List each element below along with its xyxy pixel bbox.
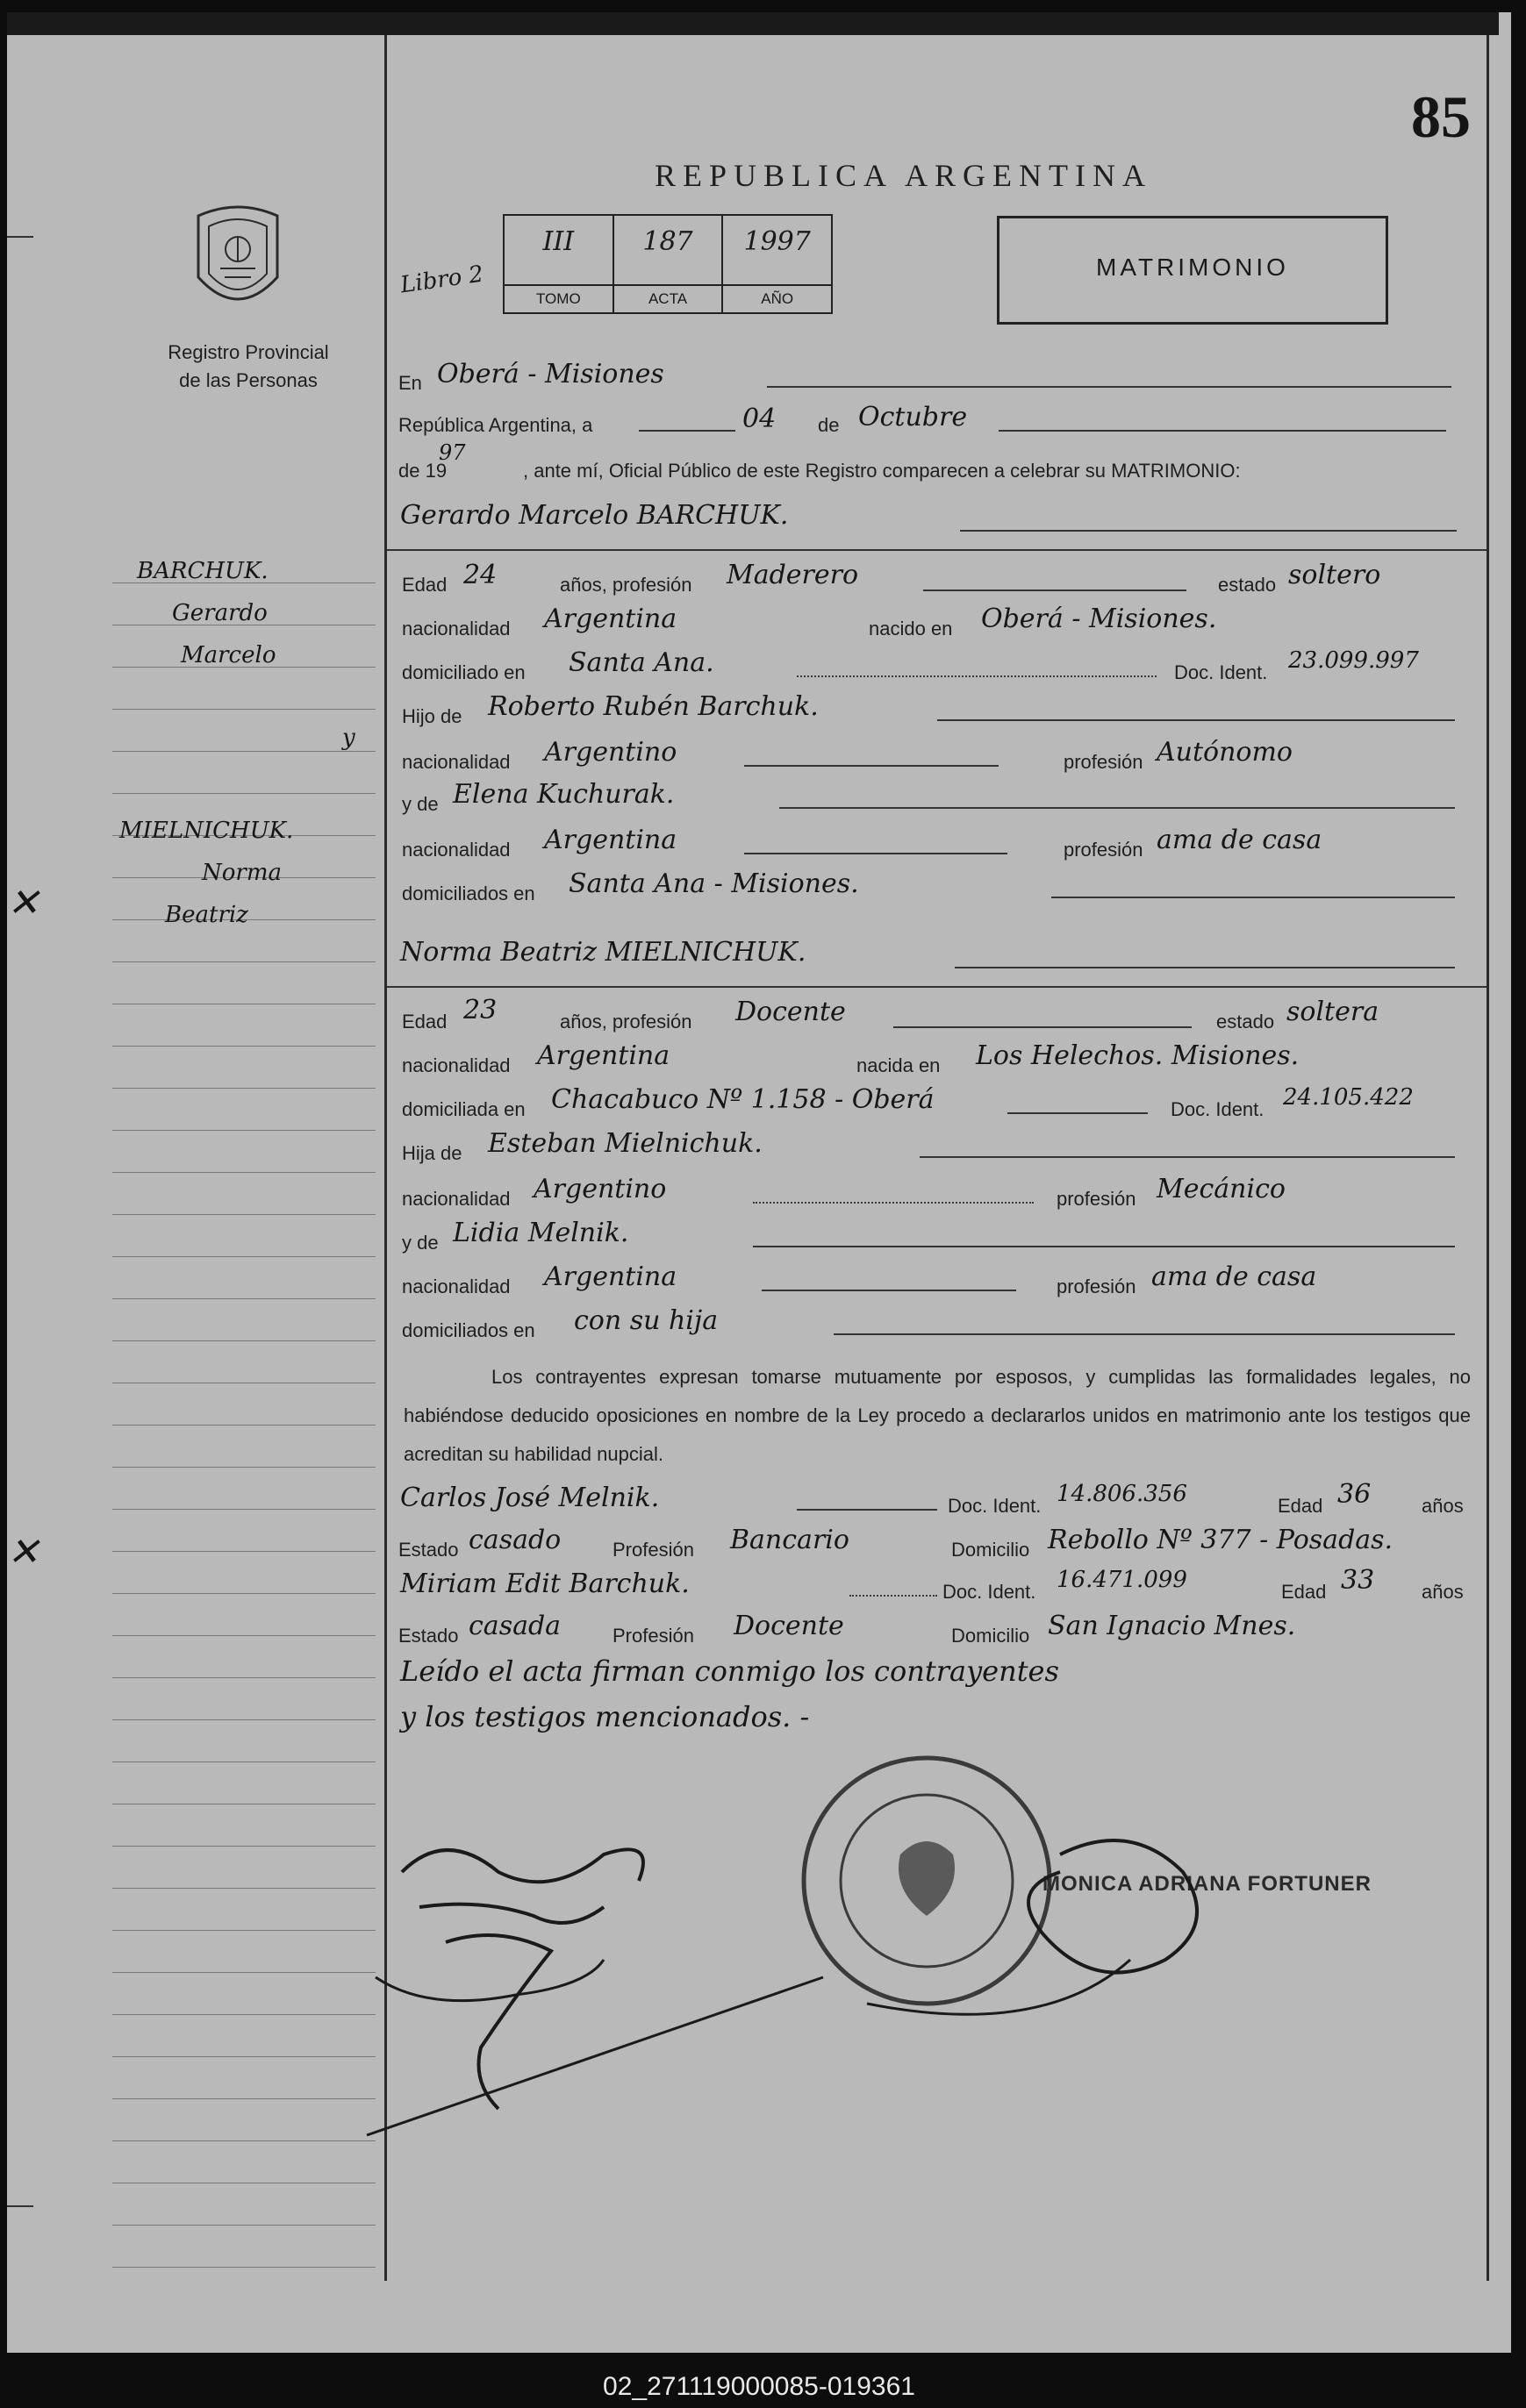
registro-line2: de las Personas: [179, 369, 318, 391]
registro-line1: Registro Provincial: [168, 341, 329, 363]
right-border: [1487, 35, 1489, 2281]
fill-line: [744, 853, 1007, 854]
witness2-doc-label: Doc. Ident.: [942, 1581, 1036, 1603]
bride-madre-prof: ama de casa: [1151, 1261, 1317, 1292]
document-type: MATRIMONIO: [1096, 254, 1289, 281]
witness2-edad: 33: [1341, 1565, 1375, 1596]
witness1-estado: casado: [469, 1525, 562, 1555]
witness2-name: Miriam Edit Barchuk.: [400, 1568, 690, 1599]
margin-note: Norma: [202, 860, 282, 886]
page-fold-shadow: [7, 12, 1499, 35]
witness2-anos-label: años: [1422, 1581, 1464, 1603]
witness1-doc-label: Doc. Ident.: [948, 1495, 1042, 1517]
bride-prof-label: años, profesión: [560, 1011, 692, 1033]
document-page: [7, 12, 1511, 2401]
witness2-estado-label: Estado: [398, 1625, 459, 1647]
ano-cell: [723, 216, 831, 312]
fill-line: [893, 1026, 1192, 1028]
tomo-cell: [505, 216, 614, 312]
bride-hija-label: Hija de: [402, 1142, 462, 1164]
tomo-value: III: [542, 226, 575, 257]
fill-line: [797, 675, 1157, 677]
fill-line: [955, 967, 1455, 968]
fill-line: [960, 530, 1457, 532]
margin-ruled-line: [112, 1467, 376, 1468]
ano-label: AÑO: [723, 284, 831, 312]
bride-name: Norma Beatriz MIELNICHUK.: [400, 937, 806, 968]
fill-line: [753, 1246, 1455, 1247]
groom-doc-label: Doc. Ident.: [1174, 661, 1268, 683]
bride-doc: 24.105.422: [1283, 1084, 1414, 1111]
bride-edad-label: Edad: [402, 1011, 448, 1033]
bride-doc-label: Doc. Ident.: [1171, 1098, 1265, 1120]
groom-estado-label: estado: [1218, 574, 1277, 596]
margin-ruled-line: [112, 1256, 376, 1257]
bride-padre: Esteban Mielnichuk.: [488, 1128, 763, 1159]
bride-estado-label: estado: [1216, 1011, 1275, 1033]
witness1-domicilio: Rebollo Nº 377 - Posadas.: [1048, 1525, 1393, 1555]
margin-ruled-line: [112, 1551, 376, 1552]
bride-madre-prof-label: profesión: [1057, 1275, 1136, 1297]
margin-ruled-line: [112, 1930, 376, 1931]
document-type-box: [997, 216, 1388, 325]
margin-ruled-line: [112, 1425, 376, 1426]
fill-line: [744, 765, 999, 767]
fill-line: [762, 1290, 1016, 1291]
margin-ruled-line: [112, 2098, 376, 2099]
groom-nacido-en: Oberá - Misiones.: [981, 604, 1217, 634]
fill-line: [753, 1202, 1034, 1204]
bride-nac-label: nacionalidad: [402, 1054, 511, 1076]
fill-line: [834, 1333, 1455, 1335]
margin-ruled-line: [112, 1172, 376, 1173]
binding-mark: [7, 236, 33, 238]
margin-ruled-line: [112, 1509, 376, 1510]
en-value: Oberá - Misiones: [437, 359, 664, 389]
bride-profesion: Docente: [735, 997, 846, 1027]
margin-note: BARCHUK.: [137, 558, 269, 584]
margin-ruled-line: [112, 1298, 376, 1299]
margin-ruled-line: [112, 1046, 376, 1047]
signatures: [340, 1819, 1393, 2153]
bride-padres-dom-label: domiciliados en: [402, 1319, 535, 1341]
year-prefix: de 19: [398, 460, 448, 482]
bride-padres-dom: con su hija: [574, 1305, 719, 1336]
fill-line: [923, 589, 1186, 591]
binding-stitch: ✕: [7, 1530, 39, 1575]
margin-ruled-line: [112, 1635, 376, 1636]
witness1-profesion: Bancario: [730, 1525, 849, 1555]
section-divider: [387, 549, 1487, 551]
bride-padre-prof: Mecánico: [1157, 1174, 1286, 1204]
groom-doc: 23.099.997: [1288, 647, 1419, 674]
groom-madre: Elena Kuchurak.: [453, 779, 675, 810]
provincial-seal-icon: [190, 198, 286, 321]
margin-ruled-line: [112, 1846, 376, 1847]
registry-reference-table: [503, 214, 833, 314]
margin-ruled-line: [112, 961, 376, 962]
fill-line: [999, 430, 1446, 432]
official-stamp: MONICA ADRIANA FORTUNER: [1042, 1872, 1372, 1896]
groom-name: Gerardo Marcelo BARCHUK.: [400, 500, 789, 531]
margin-ruled-line: [112, 1340, 376, 1341]
document-title: REPUBLICA ARGENTINA: [655, 158, 1153, 193]
margin-ruled-line: [112, 1593, 376, 1594]
margin-ruled-line: [112, 2056, 376, 2057]
fill-line: [767, 386, 1451, 388]
groom-padre-prof-label: profesión: [1064, 751, 1143, 773]
margin-ruled-line: [112, 709, 376, 710]
groom-estado: soltero: [1288, 560, 1381, 590]
witness1-name: Carlos José Melnik.: [400, 1483, 660, 1513]
witness1-dom-label: Domicilio: [951, 1539, 1030, 1561]
groom-madre-label: y de: [402, 793, 439, 815]
registro-label: [139, 339, 358, 395]
margin-ruled-line: [112, 1719, 376, 1720]
month-value: Octubre: [858, 402, 968, 432]
margin-ruled-line: [112, 1761, 376, 1762]
bride-domicilio: Chacabuco Nº 1.158 - Oberá: [551, 1084, 935, 1115]
groom-nacionalidad: Argentina: [544, 604, 677, 634]
witness2-dom-label: Domicilio: [951, 1625, 1030, 1647]
groom-padre-nac: Argentino: [544, 737, 677, 768]
fill-line: [797, 1509, 937, 1511]
groom-domicilio: Santa Ana.: [569, 647, 714, 678]
margin-ruled-line: [112, 793, 376, 794]
bride-padre-nac-label: nacionalidad: [402, 1188, 511, 1210]
margin-note: Marcelo: [181, 642, 276, 668]
statement: , ante mí, Oficial Público de este Registro comparecen a celebrar su MATRIMONIO:: [523, 460, 1241, 482]
groom-madre-prof-label: profesión: [1064, 839, 1143, 861]
fill-line: [920, 1156, 1455, 1158]
witness1-edad: 36: [1337, 1479, 1372, 1510]
groom-padre: Roberto Rubén Barchuk.: [488, 691, 819, 722]
binding-stitch: ✕: [7, 881, 39, 925]
section-divider: [387, 986, 1487, 988]
page-number: 85: [1411, 83, 1471, 150]
fill-line: [779, 807, 1455, 809]
witness2-edad-label: Edad: [1281, 1581, 1327, 1603]
margin-ruled-line: [112, 2140, 376, 2141]
witness1-edad-label: Edad: [1278, 1495, 1323, 1517]
groom-nac-label: nacionalidad: [402, 618, 511, 640]
witness1-anos-label: años: [1422, 1495, 1464, 1517]
witness2-domicilio: San Ignacio Mnes.: [1048, 1611, 1296, 1641]
margin-ruled-line: [112, 2225, 376, 2226]
witness2-profesion: Docente: [734, 1611, 844, 1641]
bride-madre-nac: Argentina: [544, 1261, 677, 1292]
groom-padres-dom: Santa Ana - Misiones.: [569, 868, 859, 899]
fill-line: [849, 1595, 937, 1597]
bride-dom-label: domiciliada en: [402, 1098, 526, 1120]
margin-ruled-line: [112, 1677, 376, 1678]
groom-hijo-label: Hijo de: [402, 705, 462, 727]
ano-value: 1997: [743, 226, 811, 257]
acta-value: 187: [642, 226, 693, 257]
bride-madre: Lidia Melnik.: [453, 1218, 629, 1248]
bride-estado: soltera: [1286, 997, 1379, 1027]
bride-padre-prof-label: profesión: [1057, 1188, 1136, 1210]
groom-padre-prof: Autónomo: [1157, 737, 1293, 768]
witness2-doc: 16.471.099: [1057, 1567, 1187, 1593]
margin-ruled-line: [112, 1888, 376, 1889]
margin-ruled-line: [112, 1972, 376, 1973]
groom-madre-prof: ama de casa: [1157, 825, 1322, 855]
witness2-estado: casada: [469, 1611, 562, 1641]
margin-note: Beatriz: [165, 902, 248, 928]
day-value: 04: [742, 404, 777, 434]
groom-madre-nac: Argentina: [544, 825, 677, 855]
groom-dom-label: domiciliado en: [402, 661, 526, 683]
fill-line: [639, 430, 735, 432]
acta-label: ACTA: [614, 284, 722, 312]
margin-ruled-line: [112, 2014, 376, 2015]
fill-line: [937, 719, 1455, 721]
witness2-prof-label: Profesión: [613, 1625, 694, 1647]
groom-prof-label: años, profesión: [560, 574, 692, 596]
groom-edad: 24: [463, 560, 498, 590]
bride-edad: 23: [463, 995, 498, 1025]
closing-line2: y los testigos mencionados. -: [400, 1700, 810, 1733]
fill-line: [1007, 1112, 1148, 1114]
bride-nacionalidad: Argentina: [537, 1040, 670, 1071]
margin-ruled-line: [112, 751, 376, 752]
republica-label: República Argentina, a: [398, 414, 593, 436]
bride-padre-nac: Argentino: [534, 1174, 667, 1204]
margin-ruled-line: [112, 1130, 376, 1131]
de-label: de: [818, 414, 840, 436]
margin-ruled-line: [112, 1088, 376, 1089]
closing-line1: Leído el acta firman conmigo los contrayentes: [400, 1654, 1059, 1688]
acta-cell: [614, 216, 724, 312]
en-label: En: [398, 372, 422, 394]
groom-nacido-label: nacido en: [869, 618, 953, 640]
witness1-doc: 14.806.356: [1057, 1481, 1187, 1507]
bride-nacida-en: Los Helechos. Misiones.: [976, 1040, 1300, 1071]
groom-edad-label: Edad: [402, 574, 448, 596]
declaration-text: Los contrayentes expresan tomarse mutuamente por esposos, y cumplidas las formalidades legales, no habiéndose deducido oposiciones en nombre de la Ley procedo a declararlos unidos en matrimonio ante los testigos que acreditan su habilidad nupcial.: [404, 1366, 1471, 1465]
bride-madre-label: y de: [402, 1232, 439, 1254]
margin-ruled-line: [112, 2267, 376, 2268]
margin-note: Gerardo: [172, 600, 268, 626]
margin-ruled-line: [112, 1214, 376, 1215]
year-suffix: 97: [439, 440, 466, 465]
witness1-estado-label: Estado: [398, 1539, 459, 1561]
groom-padres-dom-label: domiciliados en: [402, 882, 535, 904]
groom-padre-nac-label: nacionalidad: [402, 751, 511, 773]
groom-profesion: Maderero: [727, 560, 859, 590]
fill-line: [1051, 897, 1455, 898]
libro-handwritten: Libro 2: [398, 261, 485, 299]
margin-note: MIELNICHUK.: [119, 818, 294, 844]
margin-note: y: [342, 725, 355, 751]
tomo-label: TOMO: [505, 284, 613, 312]
witness1-prof-label: Profesión: [613, 1539, 694, 1561]
footer-id: 02_271119000085-019361: [603, 2372, 915, 2401]
bride-nacida-label: nacida en: [856, 1054, 941, 1076]
bride-madre-nac-label: nacionalidad: [402, 1275, 511, 1297]
groom-madre-nac-label: nacionalidad: [402, 839, 511, 861]
binding-mark: [7, 2205, 33, 2207]
